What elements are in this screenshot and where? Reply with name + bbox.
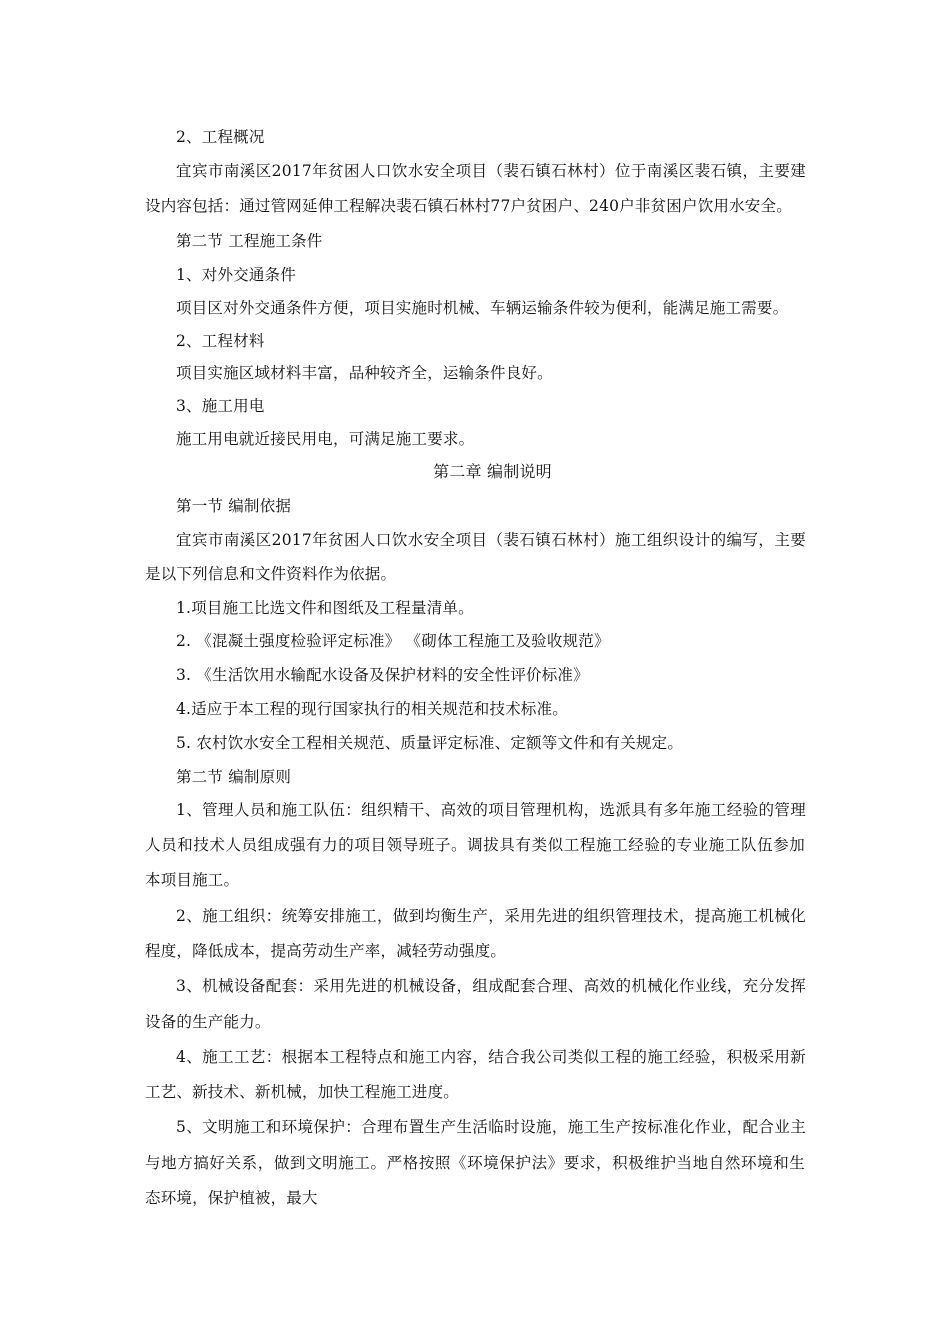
principle-1-line: 1、管理人员和施工队伍：组织精干、高效的项目管理机构，选派具有多年施工经验的管理 bbox=[176, 801, 806, 819]
basis-heading: 第一节 编制依据 bbox=[176, 497, 292, 515]
principle-3-line: 3、机械设备配套：采用先进的机械设备，组成配套合理、高效的机械化作业线，充分发挥 bbox=[176, 977, 806, 995]
basis-item: 5. 农村饮水安全工程相关规范、质量评定标准、定额等文件和有关规定。 bbox=[176, 734, 684, 752]
principle-1-line: 人员和技术人员组成强有力的项目领导班子。调拔具有类似工程施工经验的专业施工队伍参加 bbox=[145, 836, 805, 854]
basis-item: 3. 《生活饮用水输配水设备及保护材料的安全性评价标准》 bbox=[176, 666, 589, 684]
overview-paragraph-line: 宜宾市南溪区2017年贫困人口饮水安全项目（裴石镇石林村）位于南溪区裴石镇，主要建 bbox=[176, 162, 806, 180]
principles-heading: 第二节 编制原则 bbox=[176, 768, 292, 786]
basis-item: 4.适应于本工程的现行国家执行的相关规范和技术标准。 bbox=[176, 700, 568, 718]
basis-intro-line: 是以下列信息和文件资料作为依据。 bbox=[145, 565, 397, 583]
principle-4-line: 4、施工工艺：根据本工程特点和施工内容，结合我公司类似工程的施工经验，积极采用新 bbox=[176, 1048, 806, 1066]
power-text: 施工用电就近接民用电，可满足施工要求。 bbox=[176, 430, 475, 448]
sec-overview-heading: 2、工程概况 bbox=[176, 128, 265, 146]
principle-2-line: 2、施工组织：统筹安排施工，做到均衡生产，采用先进的组织管理技术，提高施工机械化 bbox=[176, 907, 806, 925]
principle-5-line: 5、文明施工和环境保护：合理布置生产生活临时设施，施工生产按标准化作业，配合业主 bbox=[176, 1118, 806, 1136]
chapter2-title: 第二章 编制说明 bbox=[433, 462, 552, 481]
basis-item: 2. 《混凝土强度检验评定标准》 《砌体工程施工及验收规范》 bbox=[176, 632, 610, 650]
section2-heading: 第二节 工程施工条件 bbox=[176, 232, 323, 250]
materials-heading: 2、工程材料 bbox=[176, 332, 265, 350]
materials-text: 项目实施区域材料丰富，品种较齐全，运输条件良好。 bbox=[176, 364, 553, 382]
principle-3-line: 设备的生产能力。 bbox=[145, 1013, 271, 1031]
principle-5-line: 与地方搞好关系，做到文明施工。严格按照《环境保护法》要求，积极维护当地自然环境和生 bbox=[145, 1154, 805, 1172]
principle-4-line: 工艺、新技术、新机械，加快工程施工进度。 bbox=[145, 1083, 460, 1101]
principle-2-line: 程度，降低成本，提高劳动生产率，减轻劳动强度。 bbox=[145, 942, 507, 960]
basis-intro-line: 宜宾市南溪区2017年贫困人口饮水安全项目（裴石镇石林村）施工组织设计的编写，主要 bbox=[176, 531, 806, 549]
traffic-heading: 1、对外交通条件 bbox=[176, 266, 296, 284]
traffic-text: 项目区对外交通条件方便，项目实施时机械、车辆运输条件较为便利，能满足施工需要。 bbox=[176, 299, 789, 317]
power-heading: 3、施工用电 bbox=[176, 397, 265, 415]
principle-5-line: 态环境，保护植被，最大 bbox=[145, 1189, 318, 1207]
overview-paragraph-line: 设内容包括：通过管网延伸工程解决裴石镇石林村77户贫困户、240户非贫困户饮用水安全。 bbox=[145, 197, 792, 215]
basis-item: 1.项目施工比选文件和图纸及工程量清单。 bbox=[176, 599, 474, 617]
principle-1-line: 本项目施工。 bbox=[145, 871, 240, 889]
